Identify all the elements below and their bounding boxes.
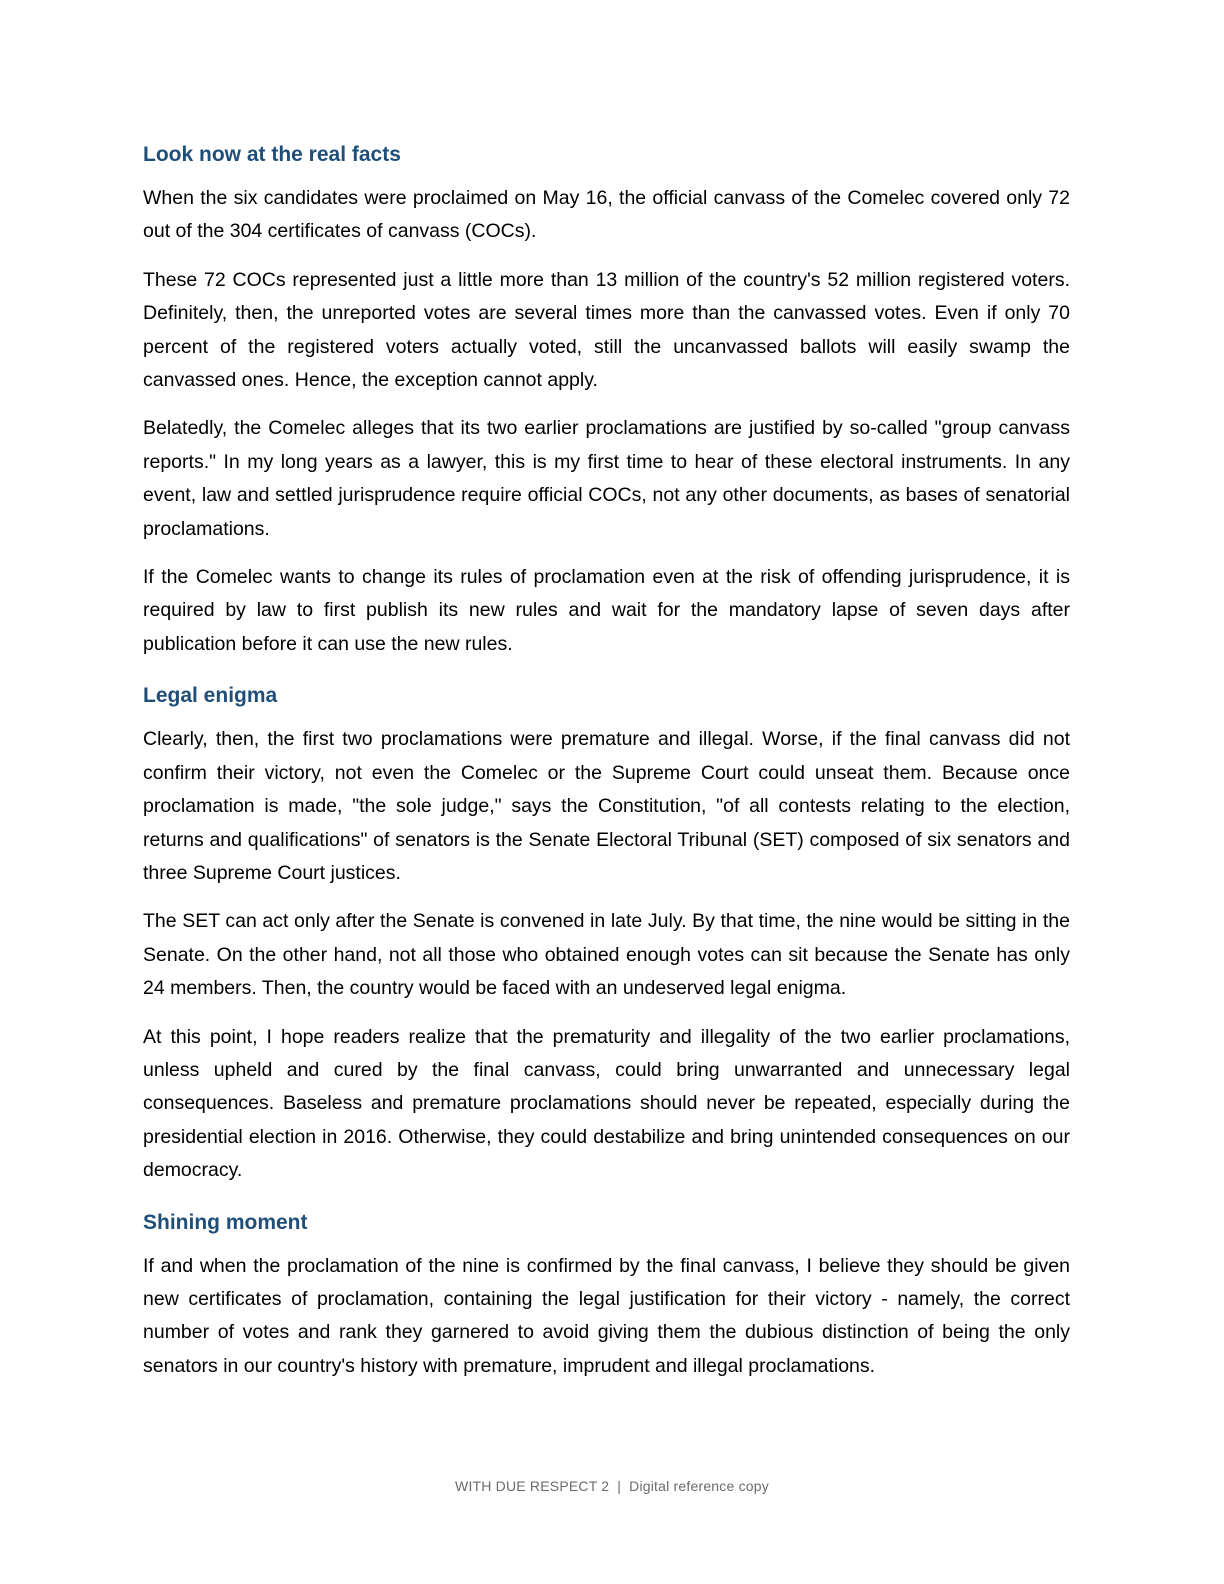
section-legal-enigma bbox=[143, 681, 1070, 1187]
paragraph: At this point, I hope readers realize that the prematurity and illegality of the two earlier proclamations, unless upheld and cured by the final canvass, could bring unwarranted and unnecessary legal consequences. Baseless and premature proclamations should never be repeated, especially during the presidential election in 2016. Otherwise, they could destabilize and bring unintended consequences on our democracy. bbox=[143, 1025, 1070, 1182]
paragraph: If the Comelec wants to change its rules of proclamation even at the risk of offending jurisprudence, it is required by law to first publish its new rules and wait for the mandatory lapse of seven days after publication before it can use the new rules. bbox=[143, 566, 1070, 655]
paragraph: If and when the proclamation of the nine is confirmed by the final canvass, I believe they should be given new certificates of proclamation, containing the legal justification for their victory - namely, the correct number of votes and rank they garnered to avoid giving them the dubious distinction of being the only senators in our country's history with premature, imprudent and illegal proclamations. bbox=[143, 1254, 1070, 1377]
document-page bbox=[143, 140, 1070, 1398]
paragraph: The SET can act only after the Senate is convened in late July. By that time, the nine would be sitting in the Senate. On the other hand, not all those who obtained enough votes can sit because the Senate has only 24 members. Then, the country would be faced with an undeserved legal enigma. bbox=[143, 910, 1070, 1000]
footer-note: Digital reference copy bbox=[629, 1478, 769, 1494]
paragraph: Clearly, then, the first two proclamations were premature and illegal. Worse, if the final canvass did not confirm their victory, not even the Comelec or the Supreme Court could unseat them. Because once proclamation is made, "the sole judge," says the Constitution, "of all contests relating to the election, returns and qualifications" of senators is the Senate Electoral Tribunal (SET) composed of six senators and three Supreme Court justices. bbox=[143, 728, 1070, 884]
footer-separator: | bbox=[617, 1478, 622, 1494]
paragraph: Belatedly, the Comelec alleges that its two earlier proclamations are justified by so-called "group canvass reports." In my long years as a lawyer, this is my first time to hear of these electoral instruments. In any event, law and settled jurisprudence require official COCs, not any other documents, as bases of senatorial proclamations. bbox=[143, 417, 1070, 540]
section-heading: Legal enigma bbox=[143, 684, 278, 708]
paragraph: When the six candidates were proclaimed on May 16, the official canvass of the Comelec covered only 72 out of the 304 certificates of canvass (COCs). bbox=[143, 187, 1070, 243]
paragraph: These 72 COCs represented just a little more than 13 million of the country's 52 million registered voters. Definitely, then, the unreported votes are several times more than the canvassed votes. Even if only 70 percent of the registered voters actually voted, still the uncanvassed ballots will easily swamp the canvassed ones. Hence, the exception cannot apply. bbox=[143, 268, 1070, 392]
page-footer bbox=[0, 1478, 1224, 1494]
section-shining-moment bbox=[143, 1208, 1070, 1384]
footer-title: WITH DUE RESPECT 2 bbox=[455, 1478, 610, 1494]
section-real-facts bbox=[143, 140, 1070, 661]
section-heading: Look now at the real facts bbox=[143, 143, 401, 166]
section-heading: Shining moment bbox=[143, 1210, 308, 1234]
